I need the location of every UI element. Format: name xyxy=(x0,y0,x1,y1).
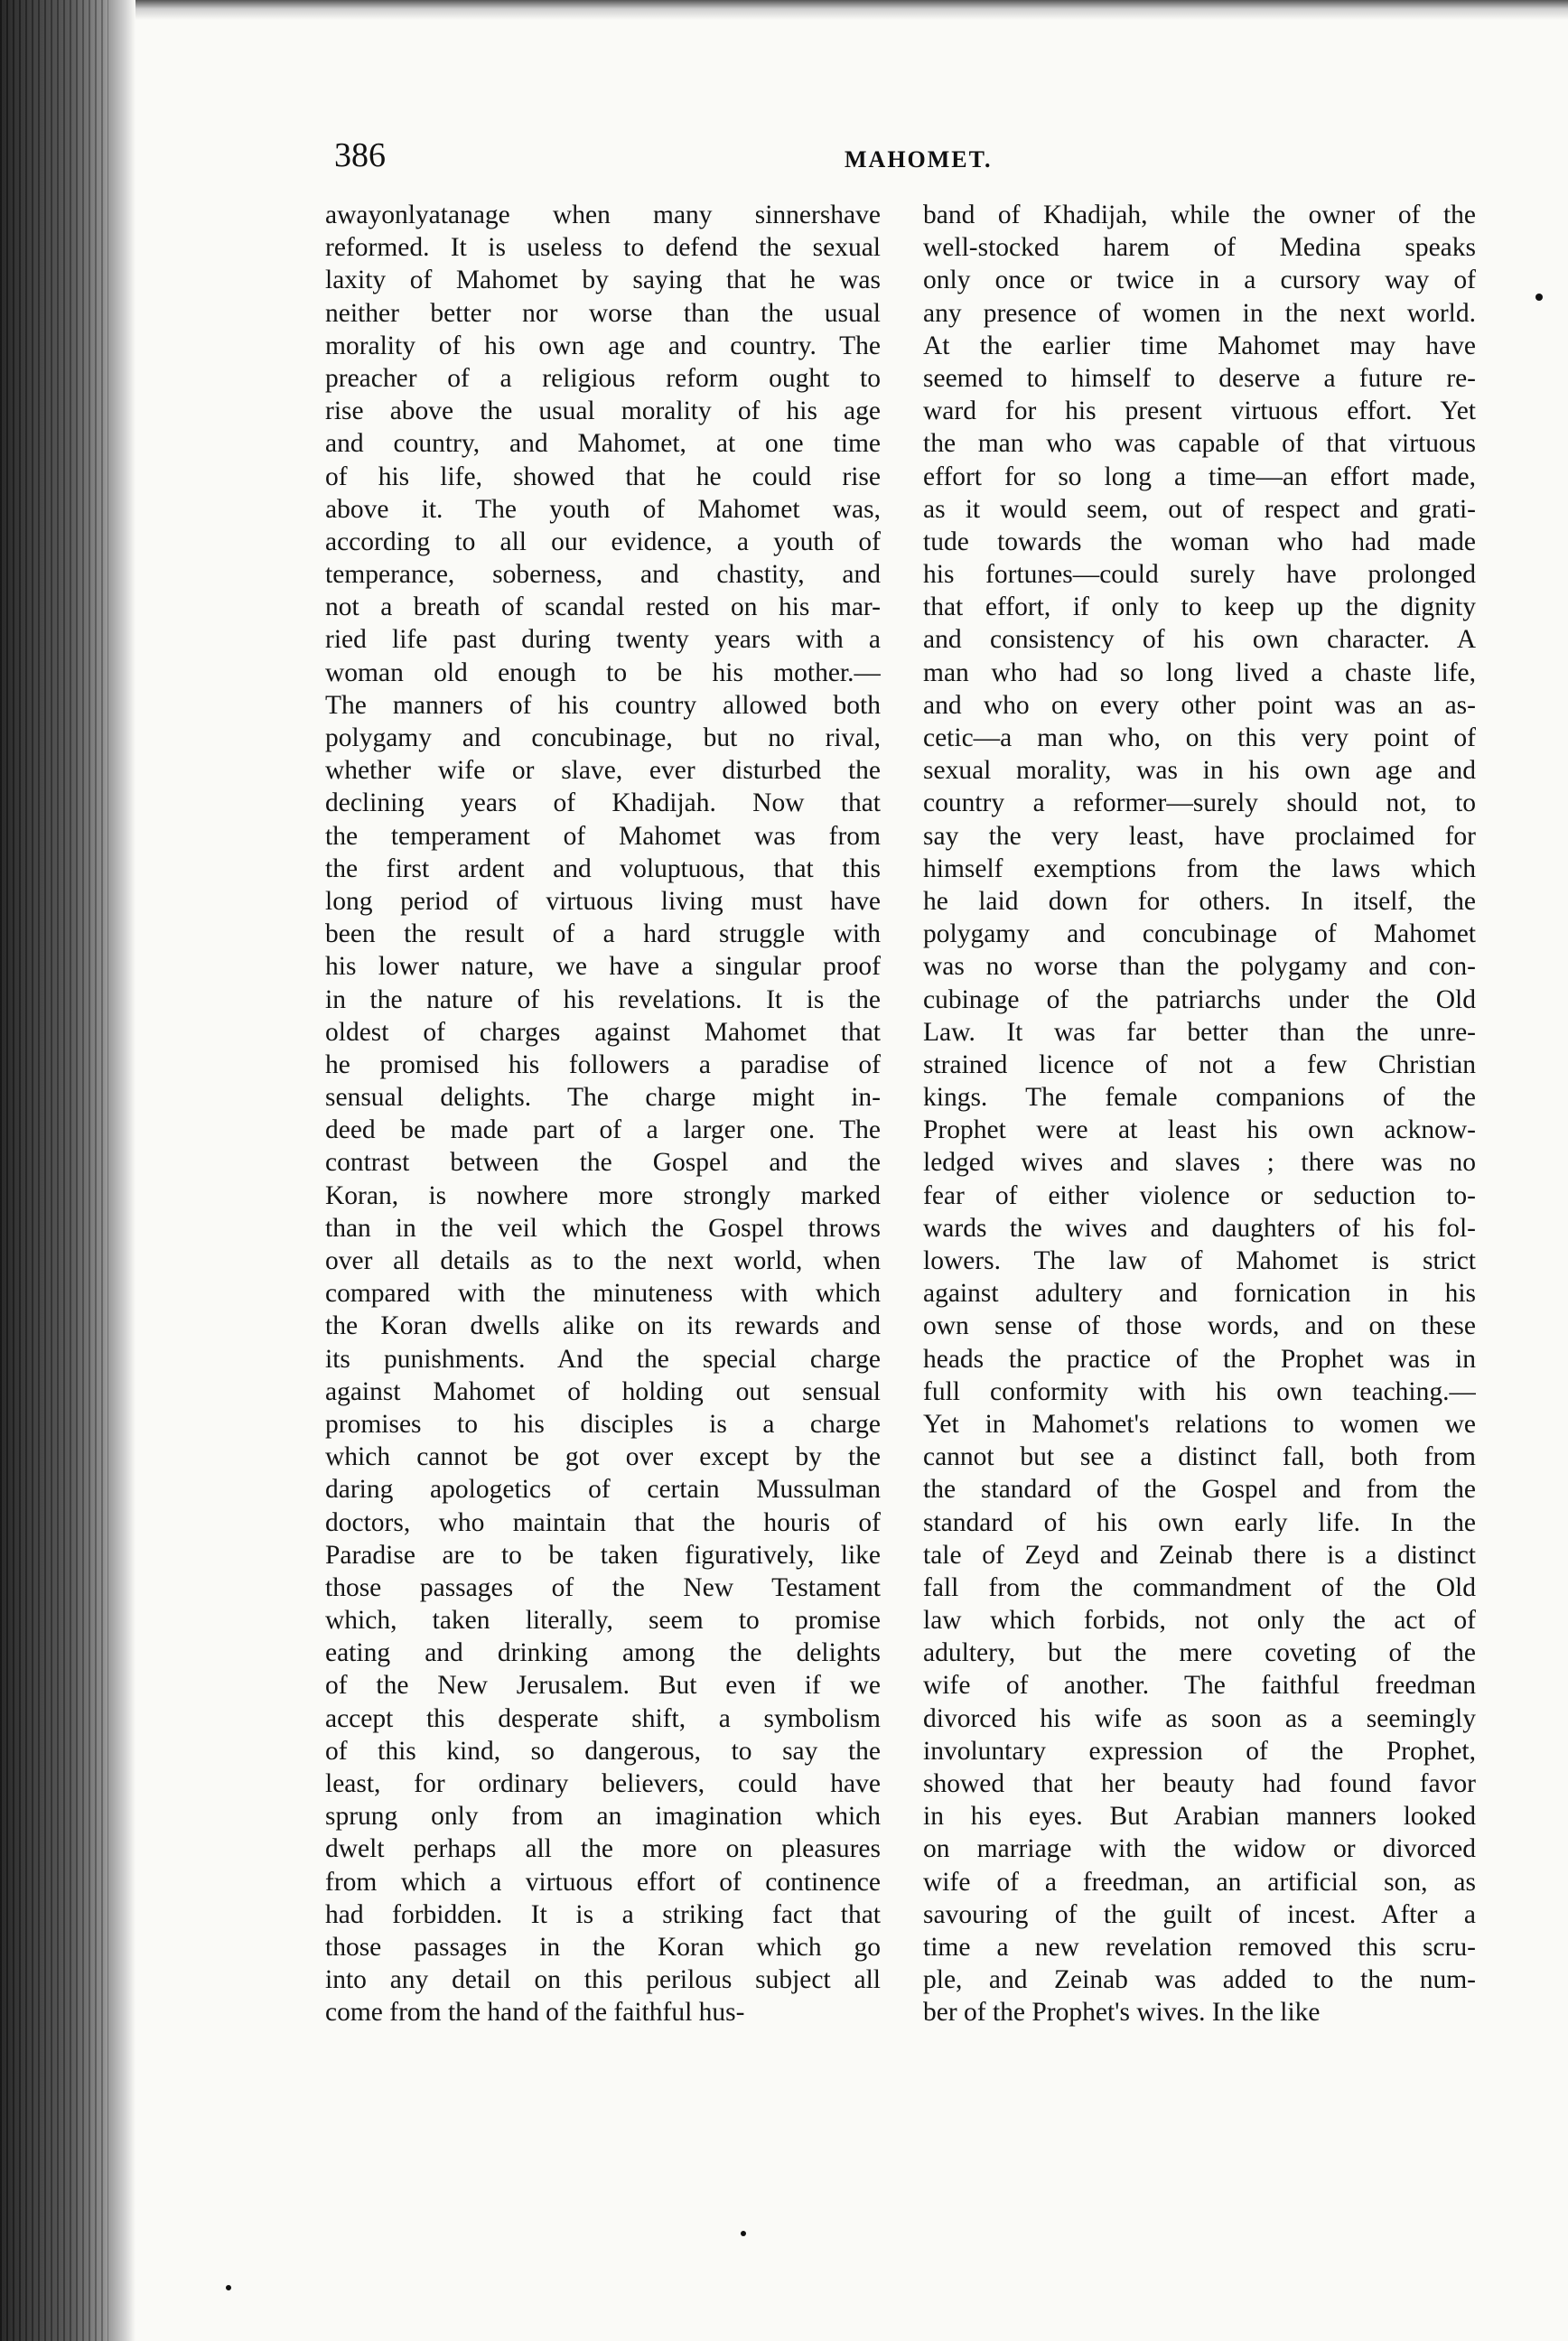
text-line: ward for his present virtuous effort. Yet xyxy=(923,396,1476,426)
text-line: savouring of the guilt of incest. After a xyxy=(923,1899,1476,1929)
text-line: Prophet were at least his own acknow- xyxy=(923,1115,1476,1145)
text-line: its punishments. And the special charge xyxy=(325,1344,881,1374)
text-line: wife of another. The faithful freedman xyxy=(923,1671,1476,1701)
text-line: showed that her beauty had found favor xyxy=(923,1769,1476,1798)
text-line: The manners of his country allowed both xyxy=(325,690,881,720)
text-line: against Mahomet of holding out sensual xyxy=(325,1376,881,1406)
text-line: any presence of women in the next world. xyxy=(923,298,1476,328)
text-line: was no worse than the polygamy and con- xyxy=(923,952,1476,982)
text-line: whether wife or slave, ever disturbed the xyxy=(325,756,881,786)
text-line: his lower nature, we have a singular proof xyxy=(325,952,881,982)
text-line: contrast between the Gospel and the xyxy=(325,1148,881,1178)
text-line: divorced his wife as soon as a seemingly xyxy=(923,1703,1476,1733)
running-head: MAHOMET. xyxy=(845,146,993,173)
text-line: doctors, who maintain that the houris of xyxy=(325,1507,881,1537)
text-line: own sense of those words, and on these xyxy=(923,1311,1476,1341)
text-line: standard of his own early life. In the xyxy=(923,1507,1476,1537)
text-line: country a reformer—surely should not, to xyxy=(923,788,1476,818)
text-line: tale of Zeyd and Zeinab there is a distinct xyxy=(923,1540,1476,1570)
text-line: cannot but see a distinct fall, both from xyxy=(923,1442,1476,1472)
text-line: his fortunes—could surely have prolonged xyxy=(923,560,1476,590)
binding-shadow xyxy=(0,0,108,2341)
text-line: declining years of Khadijah. Now that xyxy=(325,788,881,818)
text-line: and who on every other point was an as- xyxy=(923,690,1476,720)
text-line: lowers. The law of Mahomet is strict xyxy=(923,1246,1476,1275)
text-line: promises to his disciples is a charge xyxy=(325,1409,881,1439)
text-line: temperance, soberness, and chastity, and xyxy=(325,560,881,590)
text-line: least, for ordinary believers, could have xyxy=(325,1769,881,1798)
text-line: long period of virtuous living must have xyxy=(325,886,881,916)
text-line: fear of either violence or seduction to- xyxy=(923,1180,1476,1210)
text-line: himself exemptions from the laws which xyxy=(923,853,1476,883)
text-line: those passages in the Koran which go xyxy=(325,1932,881,1962)
text-line: than in the veil which the Gospel throws xyxy=(325,1213,881,1243)
text-line: and consistency of his own character. A xyxy=(923,625,1476,655)
text-line: involuntary expression of the Prophet, xyxy=(923,1736,1476,1766)
text-line: of the New Jerusalem. But even if we xyxy=(325,1671,881,1701)
text-line: deed be made part of a larger one. The xyxy=(325,1115,881,1145)
text-line: full conformity with his own teaching.— xyxy=(923,1376,1476,1406)
text-line: wards the wives and daughters of his fol- xyxy=(923,1213,1476,1243)
text-line: sensual delights. The charge might in- xyxy=(325,1083,881,1113)
text-line: and country, and Mahomet, at one time xyxy=(325,429,881,459)
text-line: band of Khadijah, while the owner of the xyxy=(923,201,1476,229)
text-line: on marriage with the widow or divorced xyxy=(923,1834,1476,1864)
text-line: in the nature of his revelations. It is the xyxy=(325,984,881,1014)
text-line: according to all our evidence, a youth of xyxy=(325,527,881,556)
text-line: had forbidden. It is a striking fact that xyxy=(325,1899,881,1929)
text-line: as it would seem, out of respect and grati- xyxy=(923,494,1476,524)
scan-speck xyxy=(1535,294,1543,301)
text-line: the Koran dwells alike on its rewards and xyxy=(325,1311,881,1341)
top-edge-shadow xyxy=(135,0,1568,20)
text-line: above it. The youth of Mahomet was, xyxy=(325,494,881,524)
text-line: preacher of a religious reform ought to xyxy=(325,363,881,393)
text-line: woman old enough to be his mother.— xyxy=(325,658,881,687)
text-line: reformed. It is useless to defend the sexual xyxy=(325,233,881,263)
text-line: laxity of Mahomet by saying that he was xyxy=(325,266,881,295)
scan-speck xyxy=(741,2231,746,2236)
text-line: cubinage of the patriarchs under the Old xyxy=(923,984,1476,1014)
text-line: ber of the Prophet's wives. In the like xyxy=(923,1998,1321,2028)
text-line: compared with the minuteness with which xyxy=(325,1279,881,1309)
text-line: strained licence of not a few Christian xyxy=(923,1049,1476,1079)
text-line: wife of a freedman, an artificial son, as xyxy=(923,1867,1476,1897)
text-line: which, taken literally, seem to promise xyxy=(325,1606,881,1636)
text-line: time a new revelation removed this scru- xyxy=(923,1932,1476,1962)
text-line: the first ardent and voluptuous, that this xyxy=(325,853,881,883)
text-line: been the result of a hard struggle with xyxy=(325,919,881,949)
text-line: accept this desperate shift, a symbolism xyxy=(325,1703,881,1733)
text-line: adultery, but the mere coveting of the xyxy=(923,1638,1476,1668)
text-line: sprung only from an imagination which xyxy=(325,1802,881,1832)
text-line: seemed to himself to deserve a future re- xyxy=(923,363,1476,393)
text-line: the temperament of Mahomet was from xyxy=(325,821,881,851)
text-line: awayonlyatanage when many sinnershave xyxy=(325,201,881,229)
text-line: the man who was capable of that virtuous xyxy=(923,429,1476,459)
text-line: well-stocked harem of Medina speaks xyxy=(923,233,1476,263)
text-line: polygamy and concubinage of Mahomet xyxy=(923,919,1476,949)
text-line: kings. The female companions of the xyxy=(923,1083,1476,1113)
text-line: heads the practice of the Prophet was in xyxy=(923,1344,1476,1374)
text-line: only once or twice in a cursory way of xyxy=(923,266,1476,295)
text-line: over all details as to the next world, when xyxy=(325,1246,881,1275)
text-line: ledged wives and slaves ; there was no xyxy=(923,1148,1476,1178)
text-line: neither better nor worse than the usual xyxy=(325,298,881,328)
text-line: law which forbids, not only the act of xyxy=(923,1606,1476,1636)
left-text-column xyxy=(325,199,881,2029)
text-line: oldest of charges against Mahomet that xyxy=(325,1017,881,1047)
text-line: man who had so long lived a chaste life, xyxy=(923,658,1476,687)
text-line: rise above the usual morality of his age xyxy=(325,396,881,426)
text-line: Koran, is nowhere more strongly marked xyxy=(325,1180,881,1210)
text-line: those passages of the New Testament xyxy=(325,1572,881,1602)
text-line: against adultery and fornication in his xyxy=(923,1279,1476,1309)
text-line: come from the hand of the faithful hus- xyxy=(325,1998,745,2028)
text-line: eating and drinking among the delights xyxy=(325,1638,881,1668)
text-line: say the very least, have proclaimed for xyxy=(923,821,1476,851)
text-line: effort for so long a time—an effort made, xyxy=(923,462,1476,491)
text-line: polygamy and concubinage, but no rival, xyxy=(325,723,881,752)
page-header xyxy=(334,135,1490,190)
text-line: morality of his own age and country. The xyxy=(325,331,881,360)
text-line: Law. It was far better than the unre- xyxy=(923,1017,1476,1047)
text-line: daring apologetics of certain Mussulman xyxy=(325,1475,881,1505)
text-line: sexual morality, was in his own age and xyxy=(923,756,1476,786)
text-line: which cannot be got over except by the xyxy=(325,1442,881,1472)
scan-speck xyxy=(226,2285,231,2290)
text-line: not a breath of scandal rested on his mar- xyxy=(325,592,881,622)
right-text-column xyxy=(923,199,1476,2029)
text-line: into any detail on this perilous subject all xyxy=(325,1965,881,1995)
text-line: of his life, showed that he could rise xyxy=(325,462,881,491)
text-line: cetic—a man who, on this very point of xyxy=(923,723,1476,752)
text-line: he laid down for others. In itself, the xyxy=(923,886,1476,916)
text-line: At the earlier time Mahomet may have xyxy=(923,331,1476,360)
text-line: ried life past during twenty years with a xyxy=(325,625,881,655)
page-number: 386 xyxy=(334,136,386,174)
text-line: that effort, if only to keep up the dignity xyxy=(923,592,1476,622)
text-line: in his eyes. But Arabian manners looked xyxy=(923,1802,1476,1832)
text-line: of this kind, so dangerous, to say the xyxy=(325,1736,881,1766)
text-line: the standard of the Gospel and from the xyxy=(923,1475,1476,1505)
text-line: ple, and Zeinab was added to the num- xyxy=(923,1965,1476,1995)
text-line: dwelt perhaps all the more on pleasures xyxy=(325,1834,881,1864)
text-line: tude towards the woman who had made xyxy=(923,527,1476,556)
text-line: fall from the commandment of the Old xyxy=(923,1572,1476,1602)
text-line: from which a virtuous effort of continence xyxy=(325,1867,881,1897)
text-line: Yet in Mahomet's relations to women we xyxy=(923,1409,1476,1439)
text-line: Paradise are to be taken figuratively, like xyxy=(325,1540,881,1570)
text-line: he promised his followers a paradise of xyxy=(325,1049,881,1079)
